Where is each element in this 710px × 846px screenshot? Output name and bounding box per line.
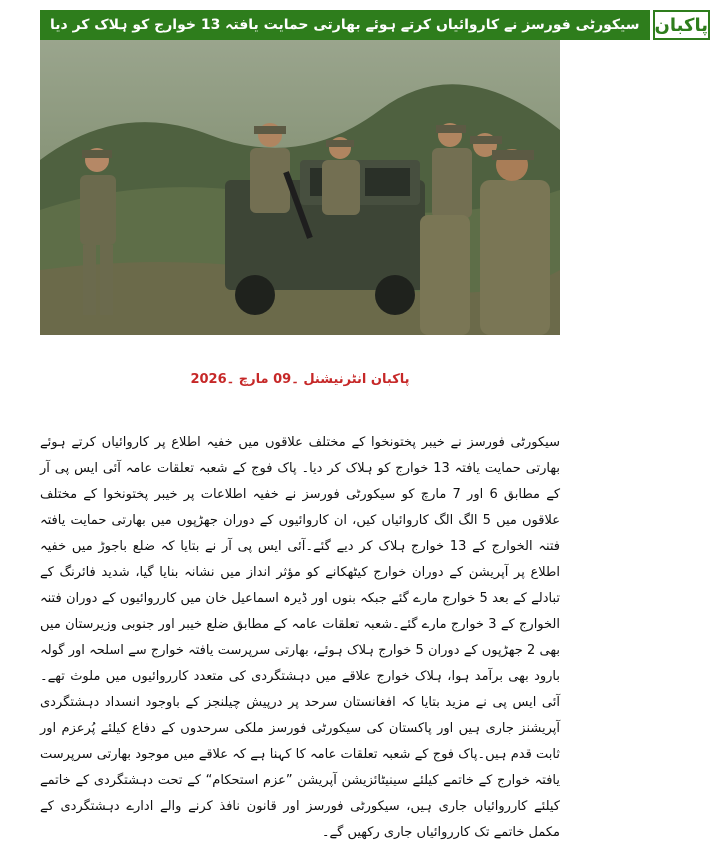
article-dateline: پاکبان انٹرنیشنل ۔09 مارچ ۔2026 xyxy=(190,372,410,387)
article-body: سیکورٹی فورسز نے خیبر پختونخوا کے مختلف علاقوں میں خفیہ اطلاع پر کاروائیاں کرتے ہوئے بھارتی حمایت یافتہ 13 خوارج کو ہلاک کر دیا۔ پاک فوج کے شعبہ تعلقات عامہ آئی ایس پی آر کے مطابق 6 اور 7 مارچ کو سیکورٹی فورسز نے خفیہ اطلاعات پر خیبر پختونخوا کے مختلف علاقوں میں 5 الگ الگ کاروائیاں کیں، ان کاروائیوں کے دوران جھڑپوں میں بھارتی حمایت یافتہ فتنہ الخوارج کے 13 خوارج ہلاک کر دیے گئے۔آئی ایس پی آر نے بتایا کہ ضلع باجوڑ میں خفیہ اطلاع پر آپریشن کے دوران خوارج کیٹھکانے کو مؤثر انداز میں نشانہ بنایا گیا، شدید فائرنگ کے تبادلے کے بعد 5 خوارج مارے گئے جبکہ بنوں اور ڈیرہ اسماعیل خان میں کارروائیوں کے دوران فتنہ الخوارج کے 3 خوارج مارے گئے۔شعبہ تعلقات عامہ کے مطابق ضلع خیبر اور جنوبی وزیرستان میں بھی 2 جھڑپوں کے دوران 5 خوارج ہلاک ہوئے، بھارتی سرپرست یافتہ خوارج سے اسلحہ اور گولہ بارود بھی برآمد ہوا، ہلاک خوارج علاقے میں دہشتگردی کی متعدد کارروائیوں میں ملوث تھے۔آئی ایس پی نے مزید بتایا کہ افغانستان سرحد پر درپیش چیلنجز کے باوجود انسداد دہشتگردی آپریشنز جاری ہیں اور پاکستان کی سیکورٹی فورسز ملکی سرحدوں کے دفاع کیلئے پُرعزم اور ثابت قدم ہیں۔پاک فوج کے شعبہ تعلقات عامہ کا کہنا ہے کہ علاقے میں موجود بھارتی سرپرست یافتہ خوارج کے خاتمے کیلئے سینیٹائزیشن آپریشن ”عزم استحکام“ کے تحت دہشتگردی کے خاتمے کیلئے کارروائیاں جاری ہیں، سیکورٹی فورسز اور قانون نافذ کرنے والے ادارے دہشتگردی کے مکمل خاتمے تک کارروائیاں جاری رکھیں گے۔ xyxy=(40,435,561,840)
headline: سیکورٹی فورسز نے کاروائیاں کرتے ہوئے بھارتی حمایت یافتہ 13 خوارج کو ہلاک کر دیا xyxy=(40,10,650,40)
article-photo xyxy=(40,40,560,335)
article-header xyxy=(40,10,709,40)
brand-logo: پاکبان xyxy=(653,10,710,40)
soldiers-photo-icon xyxy=(40,40,560,335)
